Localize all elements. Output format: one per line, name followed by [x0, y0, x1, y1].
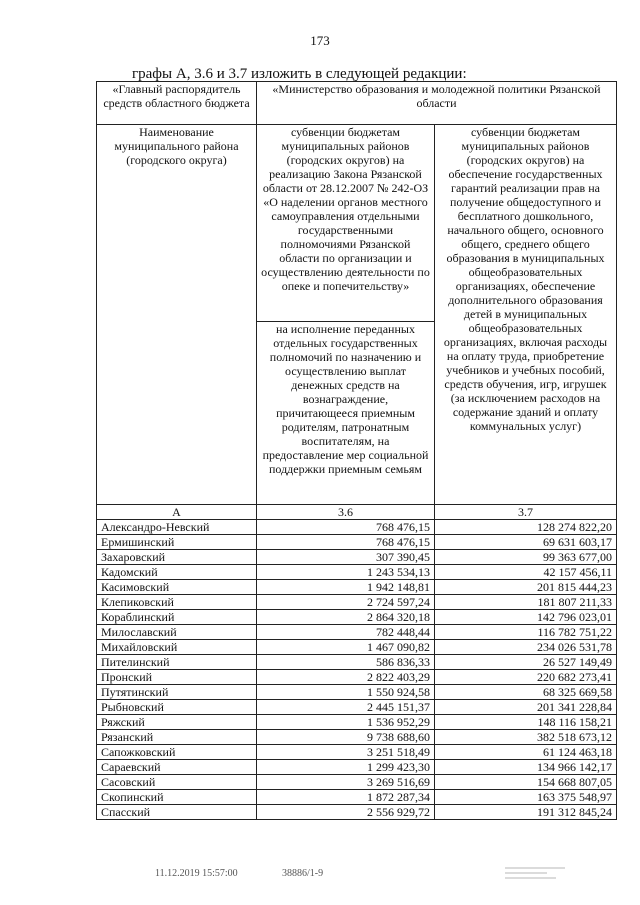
value-3-6: 3 269 516,69	[257, 775, 435, 790]
value-3-6: 9 738 688,60	[257, 730, 435, 745]
value-3-7: 191 312 845,24	[435, 805, 617, 820]
table-row	[97, 745, 617, 760]
value-3-7: 26 527 149,49	[435, 655, 617, 670]
table-row	[97, 760, 617, 775]
district-name: Скопинский	[97, 790, 257, 805]
page-number: 173	[310, 33, 330, 48]
value-3-6: 1 536 952,29	[257, 715, 435, 730]
district-name: Сасовский	[97, 775, 257, 790]
table-row	[97, 655, 617, 670]
value-3-7: 61 124 463,18	[435, 745, 617, 760]
value-3-7: 220 682 273,41	[435, 670, 617, 685]
table-row	[97, 700, 617, 715]
value-3-7: 234 026 531,78	[435, 640, 617, 655]
budget-table	[96, 81, 617, 820]
district-name: Александро-Невский	[97, 520, 257, 535]
index-36: 3.6	[257, 505, 435, 520]
table-row	[97, 790, 617, 805]
value-3-6: 768 476,15	[257, 535, 435, 550]
district-name-header: Наименование муниципального района (городского округа)	[97, 125, 257, 505]
district-name: Пронский	[97, 670, 257, 685]
district-name: Сапожковский	[97, 745, 257, 760]
table-row	[97, 550, 617, 565]
col36-header-top: субвенции бюджетам муниципальных районов (городских округов) на реализацию Закона Рязанской области от 28.12.2007 № 242-ОЗ «О наделении органов местного самоуправления отдельными государственными полномочиями Рязанской области по организации и осуществлению деятельности по опеке и попечительству»	[257, 125, 435, 322]
value-3-7: 69 631 603,17	[435, 535, 617, 550]
table-row	[97, 535, 617, 550]
value-3-7: 163 375 548,97	[435, 790, 617, 805]
table-row	[97, 520, 617, 535]
table-row	[97, 580, 617, 595]
index-a: А	[97, 505, 257, 520]
value-3-6: 2 724 597,24	[257, 595, 435, 610]
value-3-7: 181 807 211,33	[435, 595, 617, 610]
table-row	[97, 610, 617, 625]
district-name: Кораблинский	[97, 610, 257, 625]
district-name: Михайловский	[97, 640, 257, 655]
district-name: Сараевский	[97, 760, 257, 775]
district-name: Захаровский	[97, 550, 257, 565]
district-name: Клепиковский	[97, 595, 257, 610]
table-row	[97, 565, 617, 580]
value-3-6: 1 550 924,58	[257, 685, 435, 700]
distributor-label: «Главный распорядитель средств областного бюджета	[97, 82, 257, 125]
district-name: Рыбновский	[97, 700, 257, 715]
value-3-7: 42 157 456,11	[435, 565, 617, 580]
header-row-distributor	[97, 82, 617, 125]
value-3-6: 1 299 423,30	[257, 760, 435, 775]
value-3-7: 201 815 444,23	[435, 580, 617, 595]
value-3-6: 1 872 287,34	[257, 790, 435, 805]
column-index-row	[97, 505, 617, 520]
district-name: Путятинский	[97, 685, 257, 700]
district-name: Милославский	[97, 625, 257, 640]
table-row	[97, 640, 617, 655]
district-name: Касимовский	[97, 580, 257, 595]
value-3-6: 3 251 518,49	[257, 745, 435, 760]
value-3-6: 782 448,44	[257, 625, 435, 640]
faint-stamp	[505, 864, 565, 880]
footer-datetime: 11.12.2019 15:57:00	[155, 868, 238, 879]
district-name: Спасский	[97, 805, 257, 820]
value-3-6: 2 864 320,18	[257, 610, 435, 625]
value-3-6: 1 942 148,81	[257, 580, 435, 595]
ministry-label: «Министерство образования и молодежной политики Рязанской области	[257, 82, 617, 125]
footer-doc-number: 38886/1-9	[282, 868, 324, 879]
value-3-7: 142 796 023,01	[435, 610, 617, 625]
district-name: Ряжский	[97, 715, 257, 730]
table-row	[97, 685, 617, 700]
value-3-6: 768 476,15	[257, 520, 435, 535]
value-3-6: 586 836,33	[257, 655, 435, 670]
value-3-7: 128 274 822,20	[435, 520, 617, 535]
value-3-6: 2 445 151,37	[257, 700, 435, 715]
table-row	[97, 715, 617, 730]
table-row	[97, 625, 617, 640]
value-3-6: 1 243 534,13	[257, 565, 435, 580]
header-row-columns	[97, 125, 617, 322]
table-row	[97, 670, 617, 685]
table-row	[97, 775, 617, 790]
table-row	[97, 730, 617, 745]
district-name: Пителинский	[97, 655, 257, 670]
intro-text: графы А, 3.6 и 3.7 изложить в следующей редакции:	[132, 66, 467, 82]
value-3-7: 134 966 142,17	[435, 760, 617, 775]
value-3-7: 154 668 807,05	[435, 775, 617, 790]
value-3-7: 148 116 158,21	[435, 715, 617, 730]
value-3-6: 2 556 929,72	[257, 805, 435, 820]
value-3-7: 382 518 673,12	[435, 730, 617, 745]
col36-header-bottom: на исполнение переданных отдельных государственных полномочий по назначению и осуществлению выплат денежных средств на вознаграждение, причитающееся приемным родителям, патронатным воспитателям, на предоставление мер социальной поддержки приемным семьям	[257, 322, 435, 505]
value-3-6: 307 390,45	[257, 550, 435, 565]
value-3-7: 99 363 677,00	[435, 550, 617, 565]
value-3-7: 116 782 751,22	[435, 625, 617, 640]
value-3-6: 1 467 090,82	[257, 640, 435, 655]
district-name: Кадомский	[97, 565, 257, 580]
value-3-7: 201 341 228,84	[435, 700, 617, 715]
value-3-6: 2 822 403,29	[257, 670, 435, 685]
index-37: 3.7	[435, 505, 617, 520]
col37-header: субвенции бюджетам муниципальных районов (городских округов) на обеспечение государственных гарантий реализации прав на получение общедоступного и бесплатного дошкольного, начального общего, основного общего, среднего общего образования в муниципальных общеобразовательных организациях, обеспечение дополнительного образования детей в муниципальных общеобразовательных организациях, включая расходы на оплату труда, приобретение учебников и учебных пособий, средств обучения, игр, игрушек (за исключением расходов на содержание зданий и оплату коммунальных услуг)	[435, 125, 617, 505]
district-name: Ермишинский	[97, 535, 257, 550]
value-3-7: 68 325 669,58	[435, 685, 617, 700]
table-row	[97, 595, 617, 610]
table-row	[97, 805, 617, 820]
district-name: Рязанский	[97, 730, 257, 745]
